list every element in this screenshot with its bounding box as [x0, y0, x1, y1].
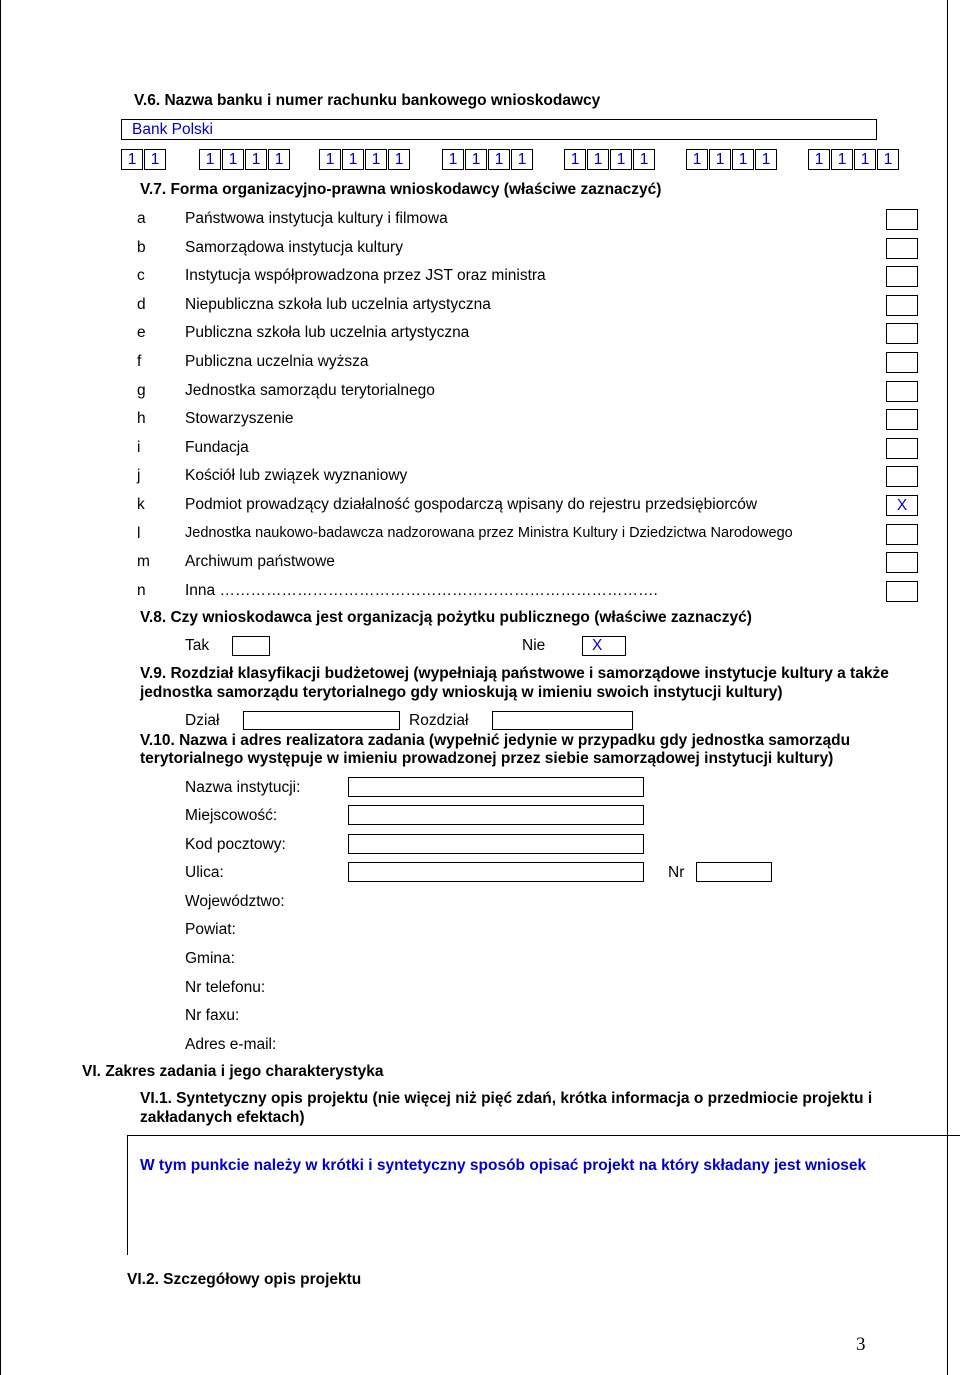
- legal-form-option-label: Archiwum państwowe: [185, 553, 335, 570]
- legal-form-option-checkbox[interactable]: [886, 323, 918, 344]
- legal-form-option-checkbox[interactable]: [886, 409, 918, 430]
- public-benefit-no-checkbox[interactable]: X: [582, 636, 626, 656]
- vi1-heading-line2: zakładanych efektach): [140, 1109, 305, 1126]
- account-digit-box[interactable]: 1: [465, 149, 487, 170]
- account-digit-box[interactable]: 1: [442, 149, 464, 170]
- legal-form-option-letter: e: [137, 324, 146, 341]
- dzial-input[interactable]: [243, 711, 400, 730]
- legal-form-option-checkbox[interactable]: [886, 295, 918, 316]
- phone-label: Nr telefonu:: [185, 979, 266, 996]
- legal-form-option-letter: c: [137, 267, 145, 284]
- dzial-label: Dział: [185, 712, 220, 729]
- account-digit-box[interactable]: 1: [686, 149, 708, 170]
- account-digit-box[interactable]: 1: [319, 149, 341, 170]
- legal-form-option-label: Inna ………………………………………………………………………….: [185, 582, 658, 599]
- account-digit-box[interactable]: 1: [222, 149, 244, 170]
- legal-form-option-label: Stowarzyszenie: [185, 410, 294, 427]
- postal-code-label: Kod pocztowy:: [185, 836, 286, 853]
- account-digit-box[interactable]: 1: [511, 149, 533, 170]
- page-number: 3: [856, 1334, 866, 1355]
- commune-label: Gmina:: [185, 950, 235, 967]
- account-digit-box[interactable]: 1: [732, 149, 754, 170]
- legal-form-option-label: Podmiot prowadzący działalność gospodarczą wpisany do rejestru przedsiębiorców: [185, 496, 758, 513]
- legal-form-option-letter: n: [137, 582, 146, 599]
- vi1-description-box[interactable]: [127, 1135, 960, 1255]
- city-label: Miejscowość:: [185, 807, 278, 824]
- institution-name-input[interactable]: [348, 777, 644, 797]
- legal-form-option-checkbox[interactable]: [886, 524, 918, 545]
- vi1-description-text: W tym punkcie należy w krótki i syntetyczny sposób opisać projekt na który składany jest wniosek: [140, 1157, 867, 1174]
- legal-form-option-checkbox[interactable]: [886, 552, 918, 573]
- fax-label: Nr faxu:: [185, 1007, 240, 1024]
- legal-form-option-checkbox[interactable]: [886, 381, 918, 402]
- account-digit-box[interactable]: 1: [854, 149, 876, 170]
- budget-heading-line2: jednostka samorządu terytorialnego gdy wnioskują w imieniu swoich instytucji kultury): [140, 684, 783, 701]
- street-label: Ulica:: [185, 864, 224, 881]
- public-benefit-yes-label: Tak: [185, 637, 210, 654]
- legal-form-option-label: Publiczna uczelnia wyższa: [185, 353, 369, 370]
- legal-form-option-letter: h: [137, 410, 146, 427]
- vi2-heading: VI.2. Szczegółowy opis projektu: [127, 1271, 362, 1288]
- email-label: Adres e-mail:: [185, 1036, 277, 1053]
- account-digit-box[interactable]: 1: [342, 149, 364, 170]
- account-digit-box[interactable]: 1: [144, 149, 166, 170]
- legal-form-option-label: Kościół lub związek wyznaniowy: [185, 467, 408, 484]
- legal-form-option-label: Samorządowa instytucja kultury: [185, 239, 403, 256]
- legal-form-option-letter: a: [137, 210, 146, 227]
- legal-form-option-label: Jednostka naukowo-badawcza nadzorowana przez Ministra Kultury i Dziedzictwa Narodowego: [185, 525, 793, 541]
- legal-form-option-letter: j: [137, 467, 141, 484]
- voivodeship-label: Województwo:: [185, 893, 285, 910]
- implementer-heading-line1: V.10. Nazwa i adres realizatora zadania (wypełnić jedynie w przypadku gdy jednostka samorządu: [140, 732, 851, 749]
- public-benefit-heading: V.8. Czy wnioskodawca jest organizacją pożytku publicznego (właściwe zaznaczyć): [140, 609, 752, 626]
- account-digit-box[interactable]: 1: [587, 149, 609, 170]
- account-digit-box[interactable]: 1: [877, 149, 899, 170]
- street-number-label: Nr: [668, 864, 685, 881]
- legal-form-option-label: Jednostka samorządu terytorialnego: [185, 382, 435, 399]
- legal-form-option-letter: i: [137, 439, 141, 456]
- public-benefit-no-label: Nie: [522, 637, 546, 654]
- postal-code-input[interactable]: [348, 834, 644, 854]
- county-label: Powiat:: [185, 921, 236, 938]
- account-digit-box[interactable]: 1: [633, 149, 655, 170]
- account-digit-box[interactable]: 1: [245, 149, 267, 170]
- legal-form-option-checkbox[interactable]: [886, 209, 918, 230]
- account-digit-box[interactable]: 1: [610, 149, 632, 170]
- budget-heading-line1: V.9. Rozdział klasyfikacji budżetowej (wypełniają państwowe i samorządowe instytucje kultury a także: [140, 665, 889, 682]
- legal-form-option-label: Publiczna szkoła lub uczelnia artystyczna: [185, 324, 470, 341]
- legal-form-heading: V.7. Forma organizacyjno-prawna wnioskodawcy (właściwe zaznaczyć): [140, 181, 662, 198]
- legal-form-option-checkbox[interactable]: [886, 438, 918, 459]
- account-digit-box[interactable]: 1: [365, 149, 387, 170]
- public-benefit-yes-checkbox[interactable]: [232, 636, 270, 656]
- bank-name-field[interactable]: Bank Polski: [121, 119, 877, 140]
- section-vi-heading: VI. Zakres zadania i jego charakterystyka: [82, 1063, 384, 1080]
- street-input[interactable]: [348, 862, 644, 882]
- legal-form-option-letter: f: [137, 353, 142, 370]
- account-digit-box[interactable]: 1: [268, 149, 290, 170]
- vi1-heading-line1: VI.1. Syntetyczny opis projektu (nie więcej niż pięć zdań, krótka informacja o przedmiocie projektu i: [140, 1090, 873, 1107]
- legal-form-option-checkbox[interactable]: [886, 238, 918, 259]
- account-digit-box[interactable]: 1: [388, 149, 410, 170]
- implementer-heading-line2: terytorialnego występuje w imieniu prowadzonej przez siebie samorządowej instytucji kultury): [140, 750, 834, 767]
- city-input[interactable]: [348, 805, 644, 825]
- legal-form-option-label: Państwowa instytucja kultury i filmowa: [185, 210, 448, 227]
- legal-form-option-letter: b: [137, 239, 146, 256]
- rozdzial-label: Rozdział: [409, 712, 469, 729]
- account-digit-box[interactable]: 1: [488, 149, 510, 170]
- legal-form-option-checkbox[interactable]: X: [886, 495, 918, 516]
- legal-form-option-checkbox[interactable]: [886, 352, 918, 373]
- legal-form-option-checkbox[interactable]: [886, 581, 918, 602]
- institution-name-label: Nazwa instytucji:: [185, 779, 301, 796]
- legal-form-option-label: Niepubliczna szkoła lub uczelnia artystyczna: [185, 296, 491, 313]
- legal-form-option-checkbox[interactable]: [886, 466, 918, 487]
- legal-form-option-label: Instytucja współprowadzona przez JST oraz ministra: [185, 267, 546, 284]
- account-digit-box[interactable]: 1: [808, 149, 830, 170]
- account-digit-box[interactable]: 1: [831, 149, 853, 170]
- street-number-input[interactable]: [696, 862, 772, 882]
- account-digit-box[interactable]: 1: [199, 149, 221, 170]
- legal-form-option-letter: d: [137, 296, 146, 313]
- account-digit-box[interactable]: 1: [564, 149, 586, 170]
- legal-form-option-letter: g: [137, 382, 146, 399]
- legal-form-option-letter: k: [137, 496, 145, 513]
- account-digit-box[interactable]: 1: [755, 149, 777, 170]
- bank-section-heading: V.6. Nazwa banku i numer rachunku bankowego wnioskodawcy: [134, 92, 601, 109]
- account-digit-box[interactable]: 1: [709, 149, 731, 170]
- account-digit-box[interactable]: 1: [121, 149, 143, 170]
- legal-form-option-letter: m: [137, 553, 150, 570]
- rozdzial-input[interactable]: [492, 711, 633, 730]
- legal-form-option-label: Fundacja: [185, 439, 249, 456]
- legal-form-option-checkbox[interactable]: [886, 266, 918, 287]
- legal-form-option-letter: l: [137, 525, 141, 542]
